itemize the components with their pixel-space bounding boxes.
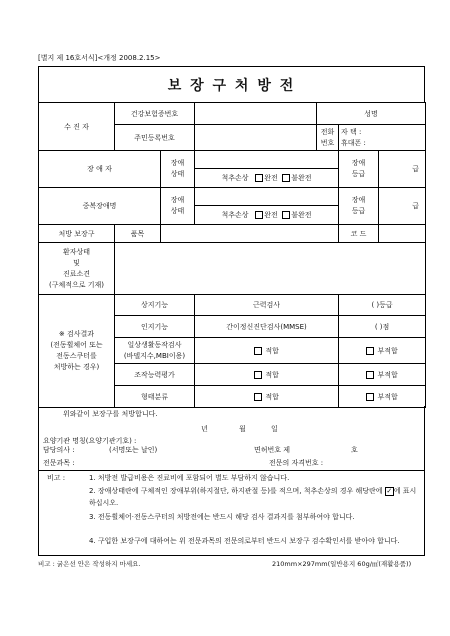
multi-grade-field[interactable]: 급: [379, 188, 426, 225]
insurance-no-label: 건강보험증번호: [115, 103, 195, 125]
incomplete-checkbox[interactable]: [282, 174, 290, 182]
resident-no-field[interactable]: [195, 125, 317, 151]
prescribed-device-label: 처방 보장구: [39, 225, 115, 243]
operation-ability-label: 조작능력평가: [115, 364, 195, 386]
strength-grade-field[interactable]: ( )등급: [339, 295, 426, 316]
recipient-label: 수 진 자: [39, 103, 115, 151]
insurance-no-field[interactable]: [195, 103, 317, 125]
operation-fit-option[interactable]: 적합: [195, 364, 339, 386]
operation-unfit-checkbox[interactable]: [366, 371, 374, 379]
upper-limb-label: 상지기능: [115, 295, 195, 316]
disability-state-field[interactable]: 척추손상 완전 불완전: [195, 151, 339, 188]
strength-test-label: 근력검사: [195, 295, 339, 316]
disabled-label: 장 애 자: [39, 151, 161, 188]
multi-state-field[interactable]: 척추손상 완전 불완전: [195, 188, 339, 225]
license-suffix: 호: [351, 446, 358, 454]
signature-label: (서명또는 날인): [109, 446, 158, 454]
note-3: 3. 전동휠체어·전동스쿠터의 처방전에는 반드시 해당 검사 결과지를 첨부하여야 합니다.: [89, 513, 355, 521]
note-1: 1. 처방전 발급비용은 진료비에 포함되어 별도 부담하지 않습니다.: [89, 474, 290, 482]
complete-checkbox[interactable]: [255, 174, 263, 182]
multi-grade-label: 장애 등급: [339, 188, 379, 225]
multi-state-label: 장애 상태: [161, 188, 195, 225]
institution-label: 요양기관 명칭(요양기관기호) :: [43, 437, 137, 445]
disability-state-label: 장애 상태: [161, 151, 195, 188]
form-title: 보 장 구 처 방 전: [38, 66, 425, 102]
shape-class-label: 형태분류: [115, 386, 195, 408]
notes-box: [38, 470, 425, 556]
shape-fit-option[interactable]: 적합: [195, 386, 339, 408]
code-field[interactable]: [379, 225, 426, 243]
prescription-form-table: [38, 102, 426, 408]
adl-unfit-checkbox[interactable]: [366, 347, 374, 355]
paper-size-note: 210mm×297mm(일반용지 60g/㎡(재활용품)): [272, 560, 412, 568]
adl-unfit-option[interactable]: 부적합: [339, 338, 426, 364]
adl-fit-checkbox[interactable]: [254, 347, 262, 355]
shape-unfit-option[interactable]: 부적합: [339, 386, 426, 408]
code-label: 코 드: [339, 225, 379, 243]
adl-fit-option[interactable]: 적합: [195, 338, 339, 364]
form-number: [별지 제 16호서식]<개정 2008.2.15>: [38, 54, 161, 62]
multi-incomplete-checkbox[interactable]: [282, 211, 290, 219]
doctor-label: 담당의사 :: [43, 446, 75, 454]
phone-label: 전화 번호: [317, 125, 339, 151]
month-label: 월: [239, 425, 246, 433]
note-2: 2. 장애상태란에 구체적인 장애부위(하지절단, 하지관절 등)를 적으며, 척추손상의 경우 해당란에 ✓ 에 표시하십시오.: [89, 486, 417, 507]
shape-fit-checkbox[interactable]: [254, 393, 262, 401]
statement-text: 위와같이 보장구를 처방합니다.: [63, 410, 158, 418]
name-label: 성명: [317, 103, 426, 125]
specialty-label: 전문과목 :: [43, 459, 75, 467]
shape-unfit-checkbox[interactable]: [366, 393, 374, 401]
notes-label: 비고 :: [47, 474, 66, 482]
operation-fit-checkbox[interactable]: [254, 371, 262, 379]
check-mark-icon: ✓: [386, 486, 393, 495]
adl-label: 일상생활동작검사 (바델지수,MBI이용): [115, 338, 195, 364]
operation-unfit-option[interactable]: 부적합: [339, 364, 426, 386]
multi-complete-checkbox[interactable]: [255, 211, 263, 219]
mmse-score-field[interactable]: ( )점: [339, 316, 426, 338]
exam-result-label: ※ 검사결과 (전동휠체어 또는 전동스쿠터를 처방하는 경우): [39, 295, 115, 408]
item-label: 품목: [115, 225, 161, 243]
phone-field[interactable]: 자 택 : 휴대폰 :: [339, 125, 426, 151]
disability-grade-label: 장애 등급: [339, 151, 379, 188]
license-label: 면허번호 제: [254, 446, 291, 454]
day-label: 일: [271, 425, 278, 433]
mmse-test-label: 간이정신진단검사(MMSE): [195, 316, 339, 338]
footer-note: 비고 : 굵은선 안은 작성하지 마세요.: [38, 560, 141, 568]
specialist-license-label: 전문의 자격번호 :: [269, 459, 324, 467]
item-field[interactable]: [161, 225, 339, 243]
condition-field[interactable]: [115, 243, 426, 295]
disability-grade-field[interactable]: 급: [379, 151, 426, 188]
signature-section: [38, 406, 425, 470]
cognitive-label: 인지기능: [115, 316, 195, 338]
year-label: 년: [201, 425, 208, 433]
note-4: 4. 구입한 보장구에 대하여는 위 전문과목의 전문의로부터 반드시 보장구 검수확인서를 받아야 합니다.: [89, 537, 400, 545]
condition-label: 환자상태 및 진료소견 (구체적으로 기재): [39, 243, 115, 295]
multi-disability-label: 중복장애명: [39, 188, 161, 225]
resident-no-label: 주민등록번호: [115, 125, 195, 151]
